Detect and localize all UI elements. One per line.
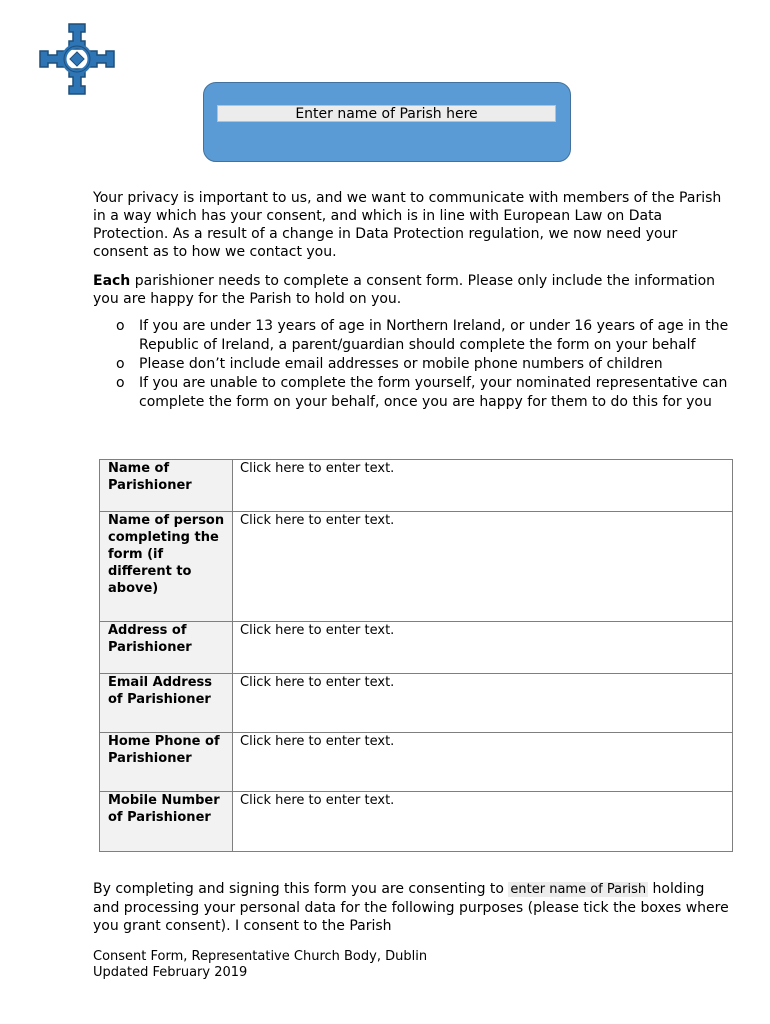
field-label-address: Address of Parishioner: [100, 622, 233, 674]
email-field[interactable]: Click here to enter text.: [233, 674, 733, 733]
consent-text-after: holding and processing your personal data for the following purposes (please tick the boxes where you grant consent). I consent to the Parish: [93, 881, 729, 934]
page-footer: [93, 949, 427, 981]
field-label-mobile: Mobile Number of Parishioner: [100, 792, 233, 852]
parishioner-details-table: [99, 459, 733, 852]
table-row: [100, 512, 733, 622]
field-label-completer: Name of person completing the form (if different to above): [100, 512, 233, 622]
table-row: [100, 733, 733, 792]
bullet-marker: o: [116, 318, 125, 334]
list-item: [93, 317, 733, 355]
list-item: [93, 374, 733, 412]
bullet-marker: o: [116, 375, 125, 391]
table-row: [100, 792, 733, 852]
home-phone-field[interactable]: Click here to enter text.: [233, 733, 733, 792]
celtic-cross-icon: [38, 22, 116, 96]
list-item-text: Please don’t include email addresses or mobile phone numbers of children: [139, 356, 663, 372]
address-field[interactable]: Click here to enter text.: [233, 622, 733, 674]
bullet-marker: o: [116, 356, 125, 372]
instructions-list: [93, 317, 733, 412]
field-label-name: Name of Parishioner: [100, 460, 233, 512]
consent-text-before: By completing and signing this form you are consenting to: [93, 881, 509, 897]
completer-name-field[interactable]: Click here to enter text.: [233, 512, 733, 622]
list-item: [93, 355, 733, 374]
table-row: [100, 674, 733, 733]
list-item-text: If you are unable to complete the form yourself, your nominated representative can complete the form on your behalf, once you are happy for them to do this for you: [139, 375, 728, 410]
privacy-intro: Your privacy is important to us, and we want to communicate with members of the Parish in a way which has your consent, and which is in line with European Law on Data Protection. As a result of a change in Data Protection regulation, we now need your consent as to how we contact you.: [93, 190, 722, 260]
parish-name-inline-field[interactable]: enter name of Parish: [510, 882, 647, 897]
list-item-text: If you are under 13 years of age in Northern Ireland, or under 16 years of age in the Republic of Ireland, a parent/guardian should complete the form on your behalf: [139, 318, 729, 353]
parish-name-banner: [203, 82, 571, 162]
each-bold: Each: [93, 273, 131, 289]
each-rest: parishioner needs to complete a consent form. Please only include the information you are happy for the Parish to hold on you.: [93, 273, 716, 307]
footer-line-2: Updated February 2019: [93, 965, 248, 980]
each-parishioner-note: [93, 272, 733, 308]
consent-statement: [93, 880, 733, 935]
footer-line-1: Consent Form, Representative Church Body, Dublin: [93, 949, 428, 964]
table-row: [100, 460, 733, 512]
parish-name-field[interactable]: Enter name of Parish here: [217, 105, 556, 122]
field-label-email: Email Address of Parishioner: [100, 674, 233, 733]
mobile-field[interactable]: Click here to enter text.: [233, 792, 733, 852]
table-row: [100, 622, 733, 674]
field-label-home-phone: Home Phone of Parishioner: [100, 733, 233, 792]
name-field[interactable]: Click here to enter text.: [233, 460, 733, 512]
